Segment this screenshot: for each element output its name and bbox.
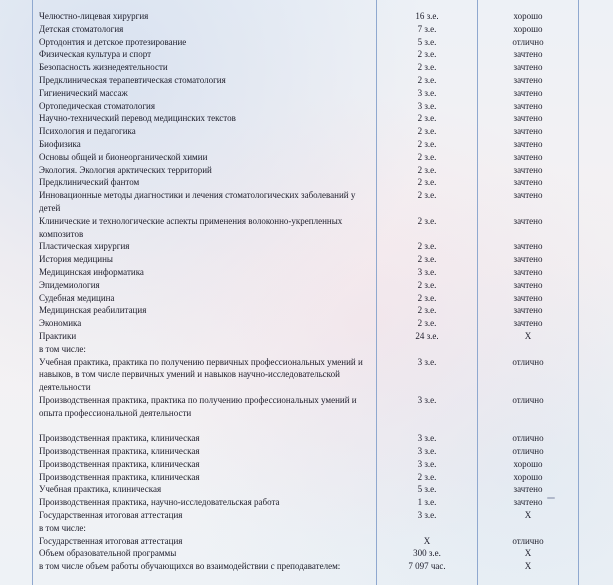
grade: отлично — [512, 433, 544, 444]
course-name: Производственная практика, научно-исследовательская работа — [39, 497, 280, 508]
course-name: Пластическая хирургия — [39, 241, 130, 252]
course-name: Объем образовательной программы — [39, 548, 177, 559]
course-name: История медицины — [39, 254, 113, 265]
credit-units: 2 з.е. — [417, 164, 437, 175]
course-name: Основы общей и бионеорганической химии — [39, 151, 208, 162]
credit-units: 2 з.е. — [417, 254, 437, 265]
credit-units: 2 з.е. — [417, 74, 437, 85]
credit-units: 3 з.е. — [417, 100, 437, 111]
grade: отлично — [512, 36, 544, 47]
grade: зачтено — [513, 164, 543, 175]
grade: зачтено — [513, 74, 543, 85]
credit-units: 2 з.е. — [417, 279, 437, 290]
grade: зачтено — [513, 305, 543, 316]
credit-units: Х — [423, 535, 431, 546]
table-row — [0, 560, 613, 585]
grade: зачтено — [513, 87, 543, 98]
credit-units: 5 з.е. — [417, 484, 437, 495]
table-row — [0, 279, 613, 292]
grade: зачтено — [513, 138, 543, 149]
table-row — [0, 509, 613, 522]
table-row — [0, 343, 613, 356]
grade: зачтено — [513, 62, 543, 73]
course-name: Практики — [39, 330, 77, 341]
grade: зачтено — [513, 254, 543, 265]
grade: Х — [524, 561, 532, 572]
table-row — [0, 23, 613, 36]
course-name: Предклинический фантом — [39, 177, 140, 188]
grade: хорошо — [513, 23, 543, 34]
grade: зачтено — [513, 279, 543, 290]
table-row — [0, 240, 613, 253]
grade: зачтено — [513, 177, 543, 188]
table-row — [0, 471, 613, 484]
table-row — [0, 215, 613, 241]
course-name: Учебная практика, клиническая — [39, 484, 162, 495]
course-name: Детская стоматология — [39, 23, 124, 34]
course-name: Ортопедическая стоматология — [39, 100, 156, 111]
table-row — [0, 394, 613, 432]
course-name: Клинические и технологические аспекты применения волоконно-укрепленных композитов — [39, 215, 343, 239]
grade: хорошо — [513, 11, 543, 21]
table-row — [0, 112, 613, 125]
credit-units: 5 з.е. — [417, 36, 437, 47]
grade: зачтено — [513, 318, 543, 329]
table-row — [0, 330, 613, 343]
table-row — [0, 317, 613, 330]
course-name: Предклиническая терапевтическая стоматология — [39, 74, 226, 85]
course-name: Физическая культура и спорт — [39, 49, 152, 60]
table-row — [0, 87, 613, 100]
table-row — [0, 176, 613, 189]
credit-units: 2 з.е. — [417, 471, 437, 482]
course-name: Медицинская реабилитация — [39, 305, 147, 316]
table-row — [0, 496, 613, 509]
grade: зачтено — [513, 484, 543, 495]
grade: зачтено — [513, 126, 543, 137]
table-row — [0, 36, 613, 49]
course-name: Эпидемиология — [39, 279, 100, 290]
grade: зачтено — [513, 49, 543, 60]
table-row — [0, 483, 613, 496]
course-name: Производственная практика, клиническая — [39, 433, 200, 444]
course-name: Безопасность жизнедеятельности — [39, 62, 168, 73]
table-row — [0, 445, 613, 458]
course-name: Судебная медицина — [39, 292, 115, 303]
credit-units: 3 з.е. — [417, 510, 437, 521]
table-row — [0, 304, 613, 317]
course-name: Экономика — [39, 318, 82, 329]
grade: Х — [524, 548, 532, 559]
credit-units: 2 з.е. — [417, 177, 437, 188]
table-row — [0, 10, 613, 23]
course-name: Производственная практика, клиническая — [39, 446, 200, 457]
table-row — [0, 522, 613, 535]
grade: зачтено — [513, 292, 543, 303]
table-row — [0, 48, 613, 61]
credit-units: 3 з.е. — [417, 394, 437, 405]
credit-units: 2 з.е. — [417, 241, 437, 252]
credit-units: 24 з.е. — [415, 330, 439, 341]
table-row — [0, 547, 613, 560]
table-row — [0, 535, 613, 548]
course-name: в том числе: — [39, 343, 86, 354]
credit-units: 3 з.е. — [417, 266, 437, 277]
credit-units: 1 з.е. — [417, 497, 437, 508]
course-name: Гигиенический массаж — [39, 87, 128, 98]
course-name: Биофизика — [39, 138, 81, 149]
grade: отлично — [512, 446, 544, 457]
grade: зачтено — [513, 241, 543, 252]
course-name: Государственная итоговая аттестация — [39, 535, 183, 546]
table-row — [0, 125, 613, 138]
grade: зачтено — [513, 497, 543, 508]
course-name: Производственная практика, практика по получению профессиональных умений и опыта профессиональной деятельности — [39, 394, 357, 418]
course-name: Производственная практика, клиническая — [39, 471, 200, 482]
table-row — [0, 151, 613, 164]
course-name: в том числе: — [39, 522, 86, 533]
table-row — [0, 61, 613, 74]
credit-units: 3 з.е. — [417, 458, 437, 469]
table-row — [0, 356, 613, 394]
course-name: Ортодонтия и детское протезирование — [39, 36, 187, 47]
credit-units: 2 з.е. — [417, 292, 437, 303]
credit-units: 2 з.е. — [417, 62, 437, 73]
grade: зачтено — [513, 266, 543, 277]
credit-units: 2 з.е. — [417, 126, 437, 137]
table-row — [0, 253, 613, 266]
grade: зачтено — [513, 113, 543, 124]
credit-units: 3 з.е. — [417, 446, 437, 457]
credit-units: 2 з.е. — [417, 138, 437, 149]
table-row — [0, 292, 613, 305]
course-name: Психология и педагогика — [39, 126, 136, 137]
credit-units: 3 з.е. — [417, 87, 437, 98]
course-name: Производственная практика, клиническая — [39, 458, 200, 469]
credit-units: 2 з.е. — [417, 113, 437, 124]
table-row — [0, 100, 613, 113]
course-name: Научно-технический перевод медицинских текстов — [39, 113, 236, 124]
table-row — [0, 458, 613, 471]
credit-units: 2 з.е. — [417, 49, 437, 60]
credit-units: 300 з.е. — [413, 548, 441, 559]
table-row — [0, 74, 613, 87]
grade: зачтено — [513, 215, 543, 226]
credit-units: 7 з.е. — [417, 23, 437, 34]
credit-units: 3 з.е. — [417, 433, 437, 444]
credit-units: 2 з.е. — [417, 215, 437, 226]
table-row — [0, 432, 613, 445]
credit-units: 7 097 час. — [408, 561, 446, 572]
credit-units: 16 з.е. — [415, 11, 439, 21]
grade: отлично — [512, 394, 544, 405]
grade: Х — [524, 510, 532, 521]
course-name: Медицинская информатика — [39, 266, 144, 277]
course-name: Челюстно-лицевая хирургия — [39, 11, 149, 21]
course-name: Государственная итоговая аттестация — [39, 510, 183, 521]
grade: Х — [524, 330, 532, 341]
table-row — [0, 189, 613, 215]
grade: хорошо — [513, 471, 543, 482]
credit-units: 3 з.е. — [417, 356, 437, 367]
grade: зачтено — [513, 151, 543, 162]
course-name: в том числе объем работы обучающихся во взаимодействии с преподавателем: — [39, 561, 341, 572]
credit-units: 2 з.е. — [417, 151, 437, 162]
credit-units: 2 з.е. — [417, 318, 437, 329]
table-row — [0, 266, 613, 279]
grade: отлично — [512, 356, 544, 367]
course-name: Учебная практика, практика по получению первичных профессиональных умений и навыков, в том числе первичных умений и навыков научно-исследовательской деятельности — [39, 356, 363, 393]
grade: хорошо — [513, 458, 543, 469]
course-name: Инновационные методы диагностики и лечения стоматологических заболеваний у детей — [39, 190, 356, 213]
grade: зачтено — [513, 190, 543, 201]
credit-units: 2 з.е. — [417, 190, 437, 201]
credit-units: 2 з.е. — [417, 305, 437, 316]
grade: зачтено — [513, 100, 543, 111]
table-row — [0, 138, 613, 151]
table-row — [0, 164, 613, 177]
transcript-table — [0, 10, 613, 585]
course-name: Экология. Экология арктических территорий — [39, 164, 212, 175]
grade: отлично — [512, 535, 544, 546]
